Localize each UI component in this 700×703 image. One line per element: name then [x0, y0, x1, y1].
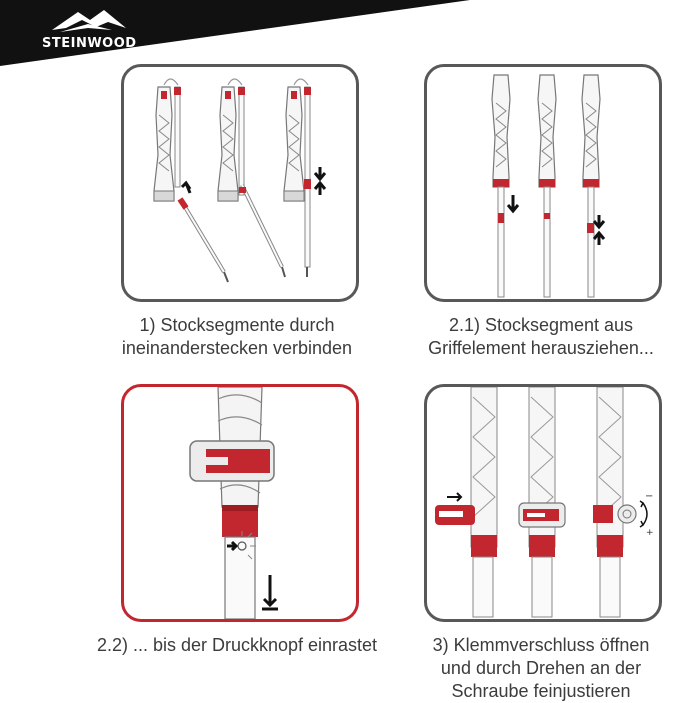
grip-left: [435, 387, 497, 617]
svg-text:−: −: [645, 491, 654, 502]
step-1-caption: 1) Stocksegmente durch ineinanderstecken verbinden: [121, 315, 353, 358]
step-2-1-caption: 2.1) Stocksegment aus Griffelement herausziehen...: [428, 315, 654, 358]
svg-text:+: +: [646, 528, 654, 538]
pole-1: [154, 79, 228, 282]
step-3-illustration: [424, 384, 662, 622]
step-1-illustration: [121, 64, 359, 302]
grip-middle: [519, 387, 565, 617]
pole-3: [284, 79, 325, 277]
brand-name: STEINWOOD: [42, 36, 137, 51]
pole-right: [582, 75, 604, 297]
pole-left: [492, 75, 518, 297]
step-3-caption: 3) Klemmverschluss öffnen und durch Drehen an der Schraube feinjustieren: [432, 635, 650, 701]
rotate-arrow-icon: [640, 501, 647, 527]
step-2-2-caption: 2.2) ... bis der Druckknopf einrastet: [96, 635, 378, 655]
adjust-screw: [618, 505, 636, 523]
step-2-2-illustration: [121, 384, 359, 622]
step-2-1-illustration: [424, 64, 662, 302]
grip-right: [593, 387, 654, 617]
pole-2: [218, 79, 285, 277]
pole-middle: [538, 75, 556, 297]
